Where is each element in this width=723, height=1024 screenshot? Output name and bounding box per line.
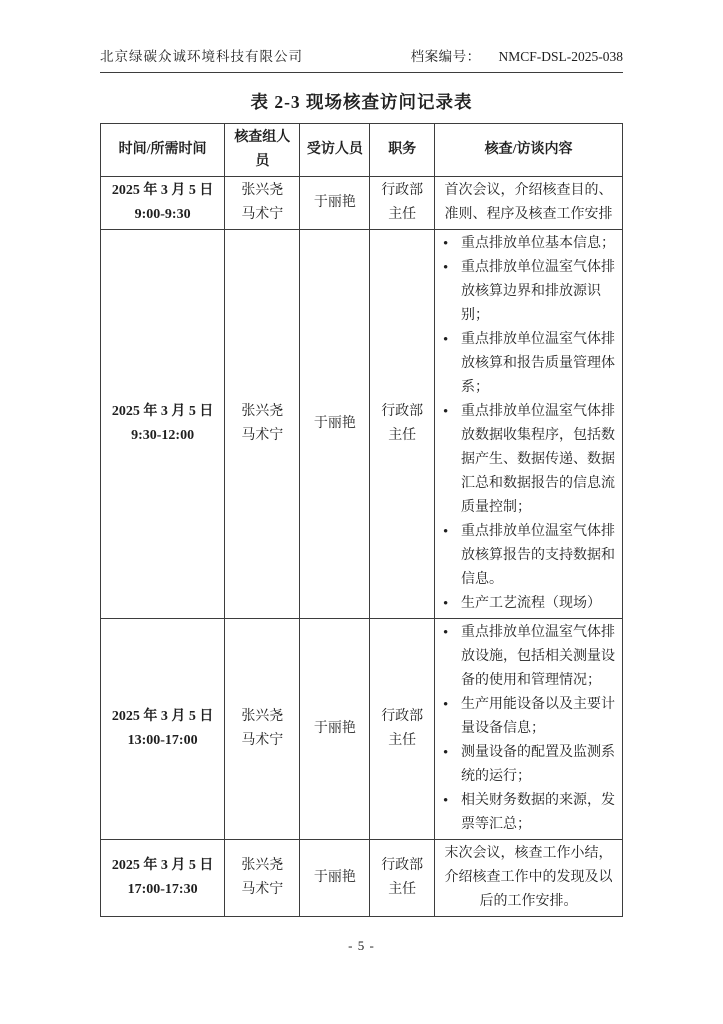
date-text: 2025 年 3 月 5 日 (111, 183, 214, 198)
audit-record-table (100, 123, 623, 917)
bullet-item: • 测量设备的配置及监测系统的运行； (439, 741, 618, 789)
bullet-item: • 重点排放单位温室气体排放设施，包括相关测量设备的使用和管理情况； (439, 621, 618, 693)
time-range-text: 13:00-17:00 (127, 733, 198, 748)
interviewee-cell: 于丽艳 (300, 177, 370, 230)
auditor-name: 马术宁 (241, 428, 284, 443)
bullet-item: • 重点排放单位温室气体排放数据收集程序，包括数据产生、数据传递、数据汇总和数据报告的信息流质量控制； (439, 400, 618, 520)
position-text: 主任 (388, 882, 417, 897)
auditor-name: 张兴尧 (241, 183, 284, 198)
auditor-name: 马术宁 (241, 882, 284, 897)
archive-number: NMCF-DSL-2025-038 (498, 49, 623, 64)
table-row (101, 230, 623, 619)
position-text: 主任 (388, 207, 417, 222)
bullet-item: • 重点排放单位温室气体排放核算边界和排放源识别； (439, 256, 618, 328)
auditors-cell (225, 840, 300, 917)
company-name: 北京绿碳众诚环境科技有限公司 (100, 49, 303, 64)
column-header-auditors: 核查组人员 (225, 124, 300, 177)
column-header-interviewee: 受访人员 (300, 124, 370, 177)
interviewee-cell: 于丽艳 (300, 619, 370, 840)
bullet-item: • 重点排放单位温室气体排放核算和报告质量管理体系； (439, 328, 618, 400)
auditor-name: 张兴尧 (241, 404, 284, 419)
archive-label: 档案编号： (410, 49, 481, 64)
position-cell (370, 840, 435, 917)
bullet-item: • 重点排放单位基本信息； (439, 232, 618, 256)
page-number: - 5 - (348, 938, 375, 953)
date-text: 2025 年 3 月 5 日 (111, 709, 214, 724)
page-content (100, 45, 623, 917)
position-text: 行政部 (381, 404, 424, 419)
bullet-item: • 相关财务数据的来源，发票等汇总； (439, 789, 618, 837)
content-cell (435, 619, 623, 840)
table-row (101, 840, 623, 917)
page-header (100, 45, 623, 73)
content-cell: 首次会议，介绍核查目的、准则、程序及核查工作安排 (435, 177, 623, 230)
date-text: 2025 年 3 月 5 日 (111, 858, 214, 873)
bullet-item: • 生产工艺流程（现场） (439, 592, 618, 616)
bullet-list (439, 621, 618, 837)
archive-number-block (411, 45, 623, 65)
time-cell (101, 177, 225, 230)
auditor-name: 马术宁 (241, 733, 284, 748)
content-cell: 末次会议，核查工作小结，介绍核查工作中的发现及以后的工作安排。 (435, 840, 623, 917)
time-cell (101, 619, 225, 840)
time-range-text: 9:00-9:30 (134, 207, 191, 222)
auditor-name: 张兴尧 (241, 709, 284, 724)
interviewee-cell: 于丽艳 (300, 840, 370, 917)
column-header-content: 核查/访谈内容 (435, 124, 623, 177)
auditors-cell (225, 230, 300, 619)
bullet-item: • 生产用能设备以及主要计量设备信息； (439, 693, 618, 741)
position-text: 主任 (388, 428, 417, 443)
position-cell (370, 230, 435, 619)
auditors-cell (225, 177, 300, 230)
auditors-cell (225, 619, 300, 840)
bullet-item: • 重点排放单位温室气体排放核算报告的支持数据和信息。 (439, 520, 618, 592)
time-range-text: 17:00-17:30 (127, 882, 198, 897)
position-text: 行政部 (381, 709, 424, 724)
content-cell (435, 230, 623, 619)
column-header-position: 职务 (370, 124, 435, 177)
auditor-name: 马术宁 (241, 207, 284, 222)
time-cell (101, 230, 225, 619)
time-range-text: 9:30-12:00 (131, 428, 195, 443)
column-header-time: 时间/所需时间 (101, 124, 225, 177)
table-row (101, 177, 623, 230)
table-title: 表 2-3 现场核查访问记录表 (250, 92, 473, 112)
position-cell (370, 177, 435, 230)
table-header-row (101, 124, 623, 177)
table-row (101, 619, 623, 840)
date-text: 2025 年 3 月 5 日 (111, 404, 214, 419)
time-cell (101, 840, 225, 917)
position-text: 主任 (388, 733, 417, 748)
position-cell (370, 619, 435, 840)
position-text: 行政部 (381, 858, 424, 873)
auditor-name: 张兴尧 (241, 858, 284, 873)
bullet-list (439, 232, 618, 616)
position-text: 行政部 (381, 183, 424, 198)
interviewee-cell: 于丽艳 (300, 230, 370, 619)
